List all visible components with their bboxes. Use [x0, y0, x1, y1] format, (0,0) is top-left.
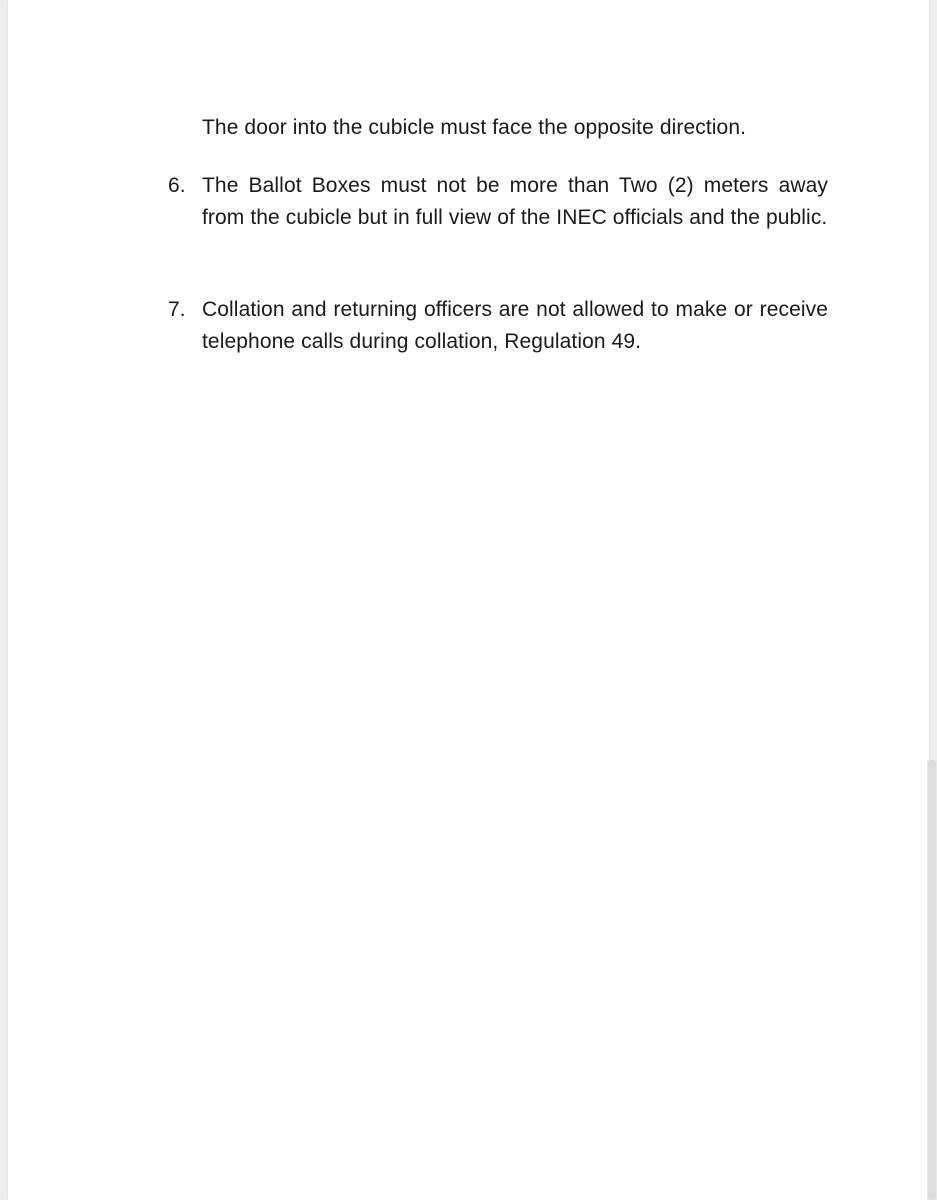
list-item [168, 170, 828, 234]
scrollbar-thumb[interactable] [928, 760, 936, 1200]
list-item-text: The Ballot Boxes must not be more than Two (2) meters away from the cubicle but in full view of the INEC officials and the public. [202, 174, 828, 229]
list-item-text: Collation and returning officers are not allowed to make or receive telephone calls during collation, Regulation 49. [202, 298, 828, 353]
list-item-number: 6. [168, 174, 186, 197]
continuation-paragraph: The door into the cubicle must face the opposite direction. [202, 116, 747, 139]
document-page [8, 0, 929, 1200]
list-item-number: 7. [168, 298, 186, 321]
list-item [168, 294, 828, 358]
